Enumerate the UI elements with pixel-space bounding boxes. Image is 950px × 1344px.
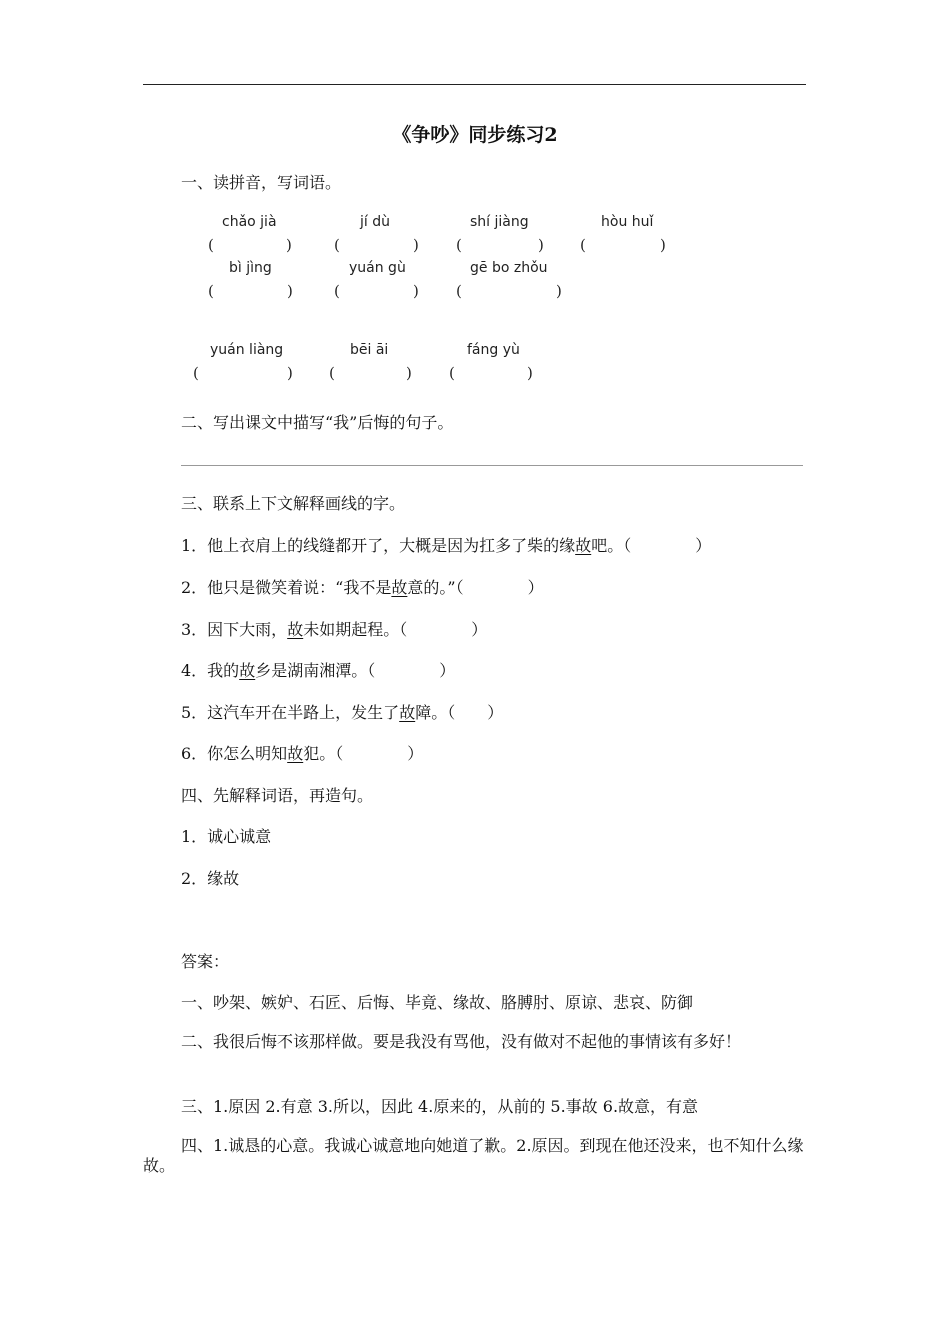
q1-close-6: ) [413, 282, 419, 300]
q4-item-1: 1．诚心诚意 [181, 827, 272, 846]
q1-pinyin-1: chǎo jià [222, 214, 277, 230]
q4-item-2: 2．缘故 [181, 869, 240, 888]
underlined-char: 故 [399, 703, 416, 722]
underlined-char: 故 [287, 620, 304, 639]
q1-heading: 一、读拼音，写词语。 [181, 173, 342, 192]
q1-open-5: ( [208, 282, 214, 300]
underlined-char: 故 [391, 578, 408, 597]
q1-close-4: ) [660, 236, 666, 254]
q1-close-3: ) [538, 236, 544, 254]
q1-open-6: ( [334, 282, 340, 300]
q1-open-7: ( [456, 282, 462, 300]
q1-pinyin-6: yuán gù [349, 260, 406, 276]
q1-open-2: ( [334, 236, 340, 254]
q2-heading: 二、写出课文中描写“我”后悔的句子。 [181, 413, 454, 432]
q1-close-7: ) [556, 282, 562, 300]
q1-close-2: ) [413, 236, 419, 254]
q1-open-9: ( [329, 364, 335, 382]
q3-item-4: 4．我的故乡是湖南湘潭。（ ） [181, 661, 456, 680]
answer-line [181, 465, 803, 466]
q3-item-6: 6．你怎么明知故犯。（ ） [181, 744, 424, 763]
q1-close-10: ) [527, 364, 533, 382]
q1-pinyin-8: yuán liàng [210, 342, 284, 358]
answer-1: 一、吵架、嫉妒、石匠、后悔、毕竟、缘故、胳膊肘、原谅、悲哀、防御 [181, 993, 694, 1012]
underlined-char: 故 [287, 744, 304, 763]
answer-3: 三、1.原因 2.有意 3.所以，因此 4.原来的，从前的 5.事故 6.故意，有意 [181, 1097, 699, 1116]
q1-pinyin-4: hòu huǐ [601, 214, 654, 230]
page-title: 《争吵》同步练习2 [392, 124, 558, 146]
q3-item-5: 5．这汽车开在半路上，发生了故障。（ ） [181, 703, 504, 722]
q1-open-3: ( [456, 236, 462, 254]
underlined-char: 故 [239, 661, 256, 680]
q1-pinyin-3: shí jiàng [470, 214, 529, 230]
q1-open-1: ( [208, 236, 214, 254]
answers-heading: 答案： [181, 952, 230, 971]
q3-item-2: 2．他只是微笑着说：“我不是故意的。”（ ） [181, 578, 544, 597]
q4-heading: 四、先解释词语，再造句。 [181, 786, 374, 805]
q1-open-10: ( [449, 364, 455, 382]
answer-4: 四、1.诚恳的心意。我诚心诚意地向她道了歉。2.原因。到现在他还没来，也不知什么缘故。 [143, 1136, 804, 1175]
q1-close-5: ) [287, 282, 293, 300]
q1-close-9: ) [406, 364, 412, 382]
q1-open-8: ( [193, 364, 199, 382]
q1-open-4: ( [580, 236, 586, 254]
q1-close-1: ) [286, 236, 292, 254]
header-rule [143, 84, 806, 85]
q3-item-1: 1．他上衣肩上的线缝都开了，大概是因为扛多了柴的缘故吧。（ ） [181, 536, 712, 555]
underlined-char: 故 [575, 536, 592, 555]
q1-pinyin-7: gē bo zhǒu [470, 260, 548, 276]
q3-item-3: 3．因下大雨，故未如期起程。（ ） [181, 620, 488, 639]
q3-heading: 三、联系上下文解释画线的字。 [181, 494, 406, 513]
q1-pinyin-10: fáng yù [467, 342, 520, 358]
answer-2: 二、我很后悔不该那样做。要是我没有骂他，没有做对不起他的事情该有多好！ [181, 1032, 742, 1051]
q1-pinyin-9: bēi āi [350, 342, 389, 358]
q1-pinyin-5: bì jìng [229, 260, 272, 276]
q1-pinyin-2: jí dù [360, 214, 390, 230]
q1-close-8: ) [287, 364, 293, 382]
